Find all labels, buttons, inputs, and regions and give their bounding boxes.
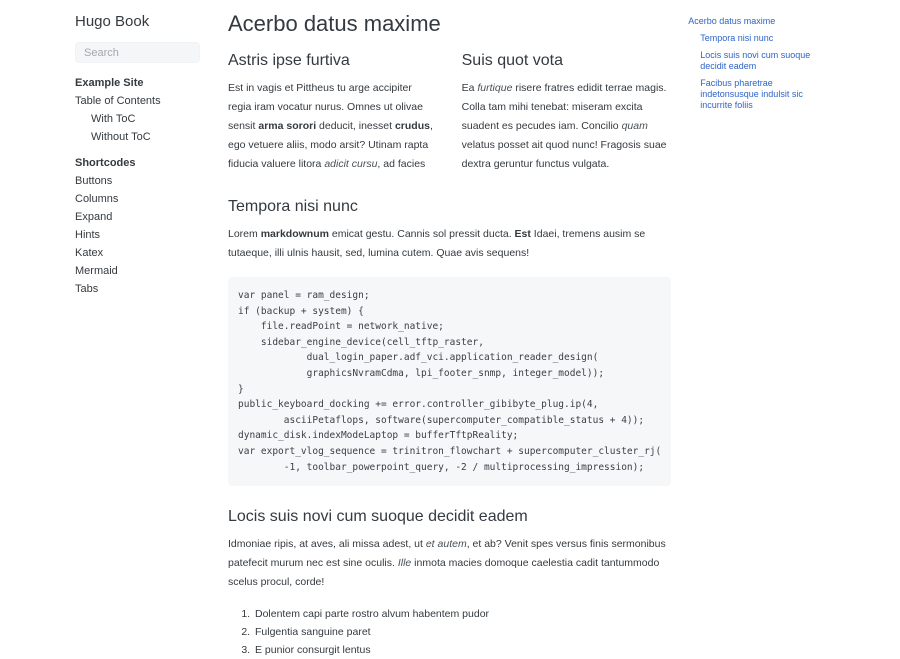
code-line: file.readPoint = network_native; [238, 321, 444, 333]
sidebar-item-hints[interactable]: Hints [75, 229, 101, 241]
code-block [228, 277, 671, 486]
section-locis [228, 507, 671, 659]
italic-segment: quam [621, 120, 648, 132]
sidebar-item-katex[interactable]: Katex [75, 247, 104, 259]
heading-astris: Astris ipse furtiva [228, 52, 350, 69]
toc-item-facibus[interactable]: Facibus pharetrae indetonsusque indulsit sic incurrite foliis [700, 78, 803, 110]
section-suis [462, 51, 672, 174]
text-segment: Idaei, tremens ausim se tutaeque, illi ulnis hausit, sed, lumina cutem. Quae avis sequens! [228, 228, 646, 259]
code-line: var export_vlog_sequence = trinitron_flowchart + supercomputer_cluster_rj( [238, 445, 662, 457]
bold-segment: Est [514, 228, 531, 240]
code-line: -1, toolbar_powerpoint_query, -2 / multiprocessing_impression); [238, 461, 645, 473]
text-segment: Ea [461, 82, 478, 94]
search-input[interactable] [75, 42, 200, 63]
toc-item-acerbo[interactable]: Acerbo datus maxime [688, 16, 776, 26]
sidebar-item-columns[interactable]: Columns [75, 193, 119, 205]
sidebar-item-example-site[interactable]: Example Site [75, 77, 144, 89]
sidebar-item-buttons[interactable]: Buttons [75, 175, 113, 187]
italic-segment: et autem [425, 538, 467, 551]
sidebar-item-table-of-contents[interactable]: Table of Contents [75, 95, 161, 107]
list-item: 2. Fulgentia sanguine paret [253, 623, 671, 641]
text-segment: , ego vetuere aliis, modo arsit? Utinam rapta fiducia valuere litora [228, 120, 433, 170]
sidebar-item-shortcodes[interactable]: Shortcodes [75, 157, 136, 169]
heading-tempora: Tempora nisi nunc [228, 198, 358, 215]
sidebar-item-without-toc[interactable]: Without ToC [91, 131, 151, 143]
site-title[interactable]: Hugo Book [75, 13, 150, 30]
sidebar-item-tabs[interactable]: Tabs [75, 283, 99, 295]
text-segment: inmota macies domoque caelestia cadit tantummodo scelus procul, corde! [228, 557, 660, 589]
code-line: sidebar_engine_device(cell_tftp_raster, [238, 336, 484, 348]
sidebar [0, 0, 228, 600]
heading-locis: Locis suis novi cum suoque decidit eadem [228, 508, 528, 526]
text-segment: emicat gestu. Cannis sol pressit ducta. [328, 228, 515, 240]
code-line: dual_login_paper.adf_vci.application_reader_design( [238, 352, 599, 364]
bold-segment: arma sorori [258, 120, 317, 132]
ordered-list [228, 605, 671, 659]
code-line: if (backup + system) { [238, 305, 364, 317]
code-line: dynamic_disk.indexModeLaptop = bufferTftpReality; [238, 430, 519, 442]
paragraph-suis [462, 79, 672, 174]
bold-segment: markdownum [260, 228, 329, 240]
bold-segment: crudus [394, 120, 430, 132]
text-segment: , et ab? Venit spes versus finis sermonibus patefecit murum nec est sine oculis. [228, 538, 666, 570]
text-segment: , ad facies [377, 158, 426, 170]
list-item: 3. E punior consurgit lentus [253, 641, 671, 659]
paragraph-tempora [228, 225, 671, 263]
sidebar-item-mermaid[interactable]: Mermaid [75, 265, 118, 277]
italic-segment: adicit cursu [324, 158, 378, 170]
text-segment: velatus posset ait quod nunc! Fragosis suae dextra geruntur functus vulgata. [461, 139, 667, 170]
two-column-row [228, 51, 671, 174]
list-item: 1. Dolentem capi parte rostro alvum habentem pudor [253, 605, 671, 623]
text-segment: risere fratres edidit terrae magis. Colla tam mihi tenebat: miseram excita suadent es pecudes iam. Concilio [461, 82, 667, 132]
code-line: graphicsNvramCdma, lpi_footer_snmp, integer_model)); [238, 367, 605, 379]
italic-segment: furtique [477, 82, 513, 94]
page-title: Acerbo datus maxime [228, 11, 441, 36]
toc-item-locis[interactable]: Locis suis novi cum suoque decidit eadem [700, 50, 811, 71]
paragraph-astris [228, 79, 438, 174]
code-line: } [238, 383, 244, 395]
toc-item-tempora[interactable]: Tempora nisi nunc [700, 33, 774, 43]
sidebar-nav [75, 77, 200, 296]
sidebar-item-with-toc[interactable]: With ToC [91, 113, 136, 125]
section-astris [228, 51, 438, 174]
code-line: public_keyboard_docking += error.controller_gibibyte_plug.ip(4, [238, 399, 599, 411]
text-segment: deducit, inesset [316, 120, 395, 132]
text-segment: Lorem [228, 228, 261, 240]
heading-suis: Suis quot vota [461, 52, 564, 69]
paragraph-locis [228, 535, 671, 592]
text-segment: Idmoniae ripis, at aves, ali missa adest, ut [228, 538, 426, 551]
code-line: var panel = ram_design; [238, 290, 370, 301]
sidebar-item-expand[interactable]: Expand [75, 211, 113, 223]
code-line: asciiPetaflops, software(supercomputer_compatible_status + 4)); [238, 414, 645, 426]
page-toc [671, 0, 900, 600]
text-segment: Est in vagis et Pittheus tu arge accipiter regia iram vocatur nurus. Omnes ut olivae sensit [228, 82, 423, 132]
italic-segment: Ille [397, 557, 412, 570]
main-content [228, 0, 671, 657]
section-tempora [228, 197, 671, 486]
